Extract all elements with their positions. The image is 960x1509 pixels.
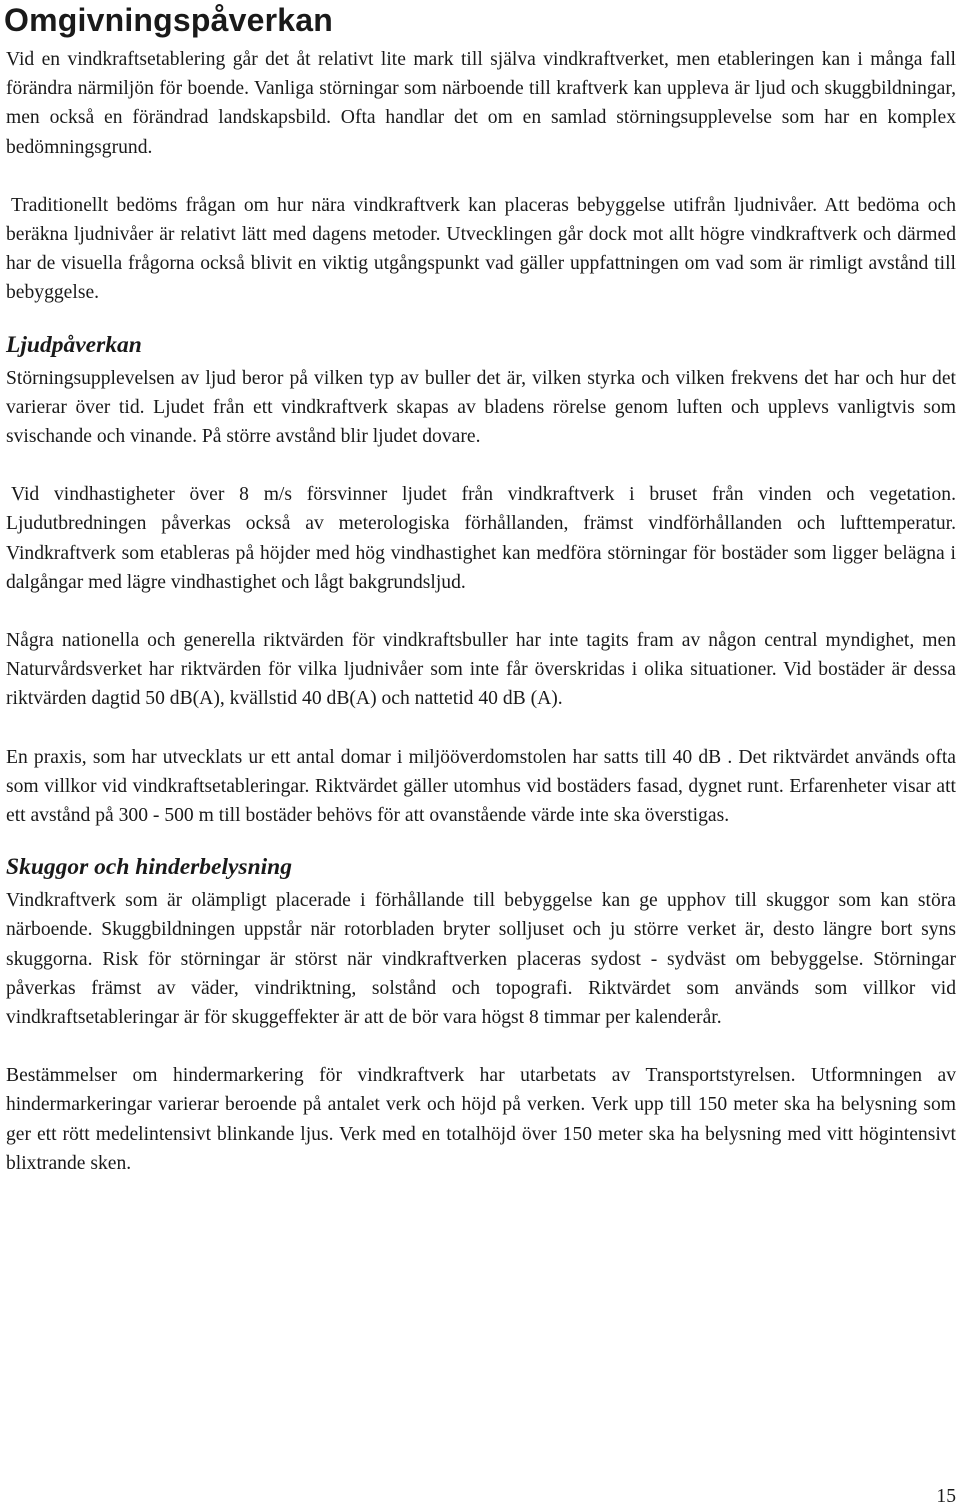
section-title-skuggor: Skuggor och hinderbelysning [6,854,292,881]
paragraph-omgivning-2: Traditionellt bedöms frågan om hur nära vindkraftverk kan placeras bebyggelse utifrån ljudnivåer. Att bedöma och beräkna ljudnivåer är relativt lätt med dagens metoder. Utvecklingen går dock mot allt högre vindkraftverk och därmed har de visuella frågorna också blivit en viktig utgångspunkt vad gäller uppfattningen om vad som är rimligt avstånd till bebyggelse. [6,194,956,304]
paragraph-skuggor-1: Vindkraftverk som är olämpligt placerade i förhållande till bebyggelse kan ge upphov till skuggor som kan störa närboende. Skuggbildningen uppstår när rotorbladen bryter solljuset och ju större verket är, desto längre bort syns skuggorna. Risk för störningar är störst när vindkraftverken placeras sydost - sydväst om bebyggelse. Störningar påverkas främst av väder, vindriktning, solstånd och topografi. Riktvärdet som används som villkor vid vindkraftsetableringar är för skuggeffekter är att de bör vara högst 8 timmar per kalenderår. [6,890,956,1029]
paragraph-ljud-3: Några nationella och generella riktvärden för vindkraftsbuller har inte tagits fram av någon central myndighet, men Naturvårdsverket har riktvärden för vilka ljudnivåer som inte får överskridas i olika situationer. Vid bostäder är dessa riktvärden dagtid 50 dB(A), kvällstid 40 dB(A) och nattetid 40 dB (A). [6,630,956,710]
section-title-ljudpaverkan: Ljudpåverkan [6,331,142,358]
paragraph-omgivning-1: Vid en vindkraftsetablering går det åt relativt lite mark till själva vindkraftverket, men etableringen kan i många fall förändra närmiljön för boende. Vanliga störningar som närboende till kraftverk kan uppleva är ljud och skuggbildningar, men också en förändrad landskapsbild. Ofta handlar det om en samlad störningsupplevelse som har en komplex bedömningsgrund. [6,49,956,158]
paragraph-ljud-1: Störningsupplevelsen av ljud beror på vilken typ av buller det är, vilken styrka och vilken frekvens det har och hur det varierar över tid. Ljudet från ett vindkraftverk skapas av bladens rörelse genom luften och upplevs vanligtvis som svischande och vinande. På större avstånd blir ljudet dovare. [6,367,956,448]
document-page [6,0,956,1178]
paragraph-skuggor-2: Bestämmelser om hindermarkering för vindkraftverk har utarbetats av Transportstyrelsen. Utformningen av hindermarkeringar varierar beroende på antalet verk och höjd på verken. Verk upp till 150 meter ska ha belysning som ger ett rött medelintensivt blinkande ljus. Verk med en totalhöjd över 150 meter ska ha belysning med vitt högintensivt blixtrande sken. [6,1065,956,1174]
paragraph-ljud-2: Vid vindhastigheter över 8 m/s försvinner ljudet från vindkraftverk i bruset från vinden och vegetation. Ljudutbredningen påverkas också av meterologiska förhållanden, främst vindförhållanden och lufttemperatur. Vindkraftverk som etableras på höjder med hög vindhastighet kan medföra störningar för bostäder som ligger belägna i dalgångar med lägre vindhastighet och lågt bakgrundsljud. [6,484,956,593]
page-number: 15 [936,1486,956,1507]
section-title-omgivningspaverkan: Omgivningspåverkan [4,2,334,38]
paragraph-ljud-4: En praxis, som har utvecklats ur ett antal domar i miljööverdomstolen har satts till 40 dB . Det riktvärdet används ofta som villkor vid vindkraftsetableringar. Riktvärdet gäller utomhus vid bostäders fasad, dygnet runt. Erfarenheter visar att ett avstånd på 300 - 500 m till bostäder behövs för att ovanstående värde inte ska överstigas. [6,746,956,827]
